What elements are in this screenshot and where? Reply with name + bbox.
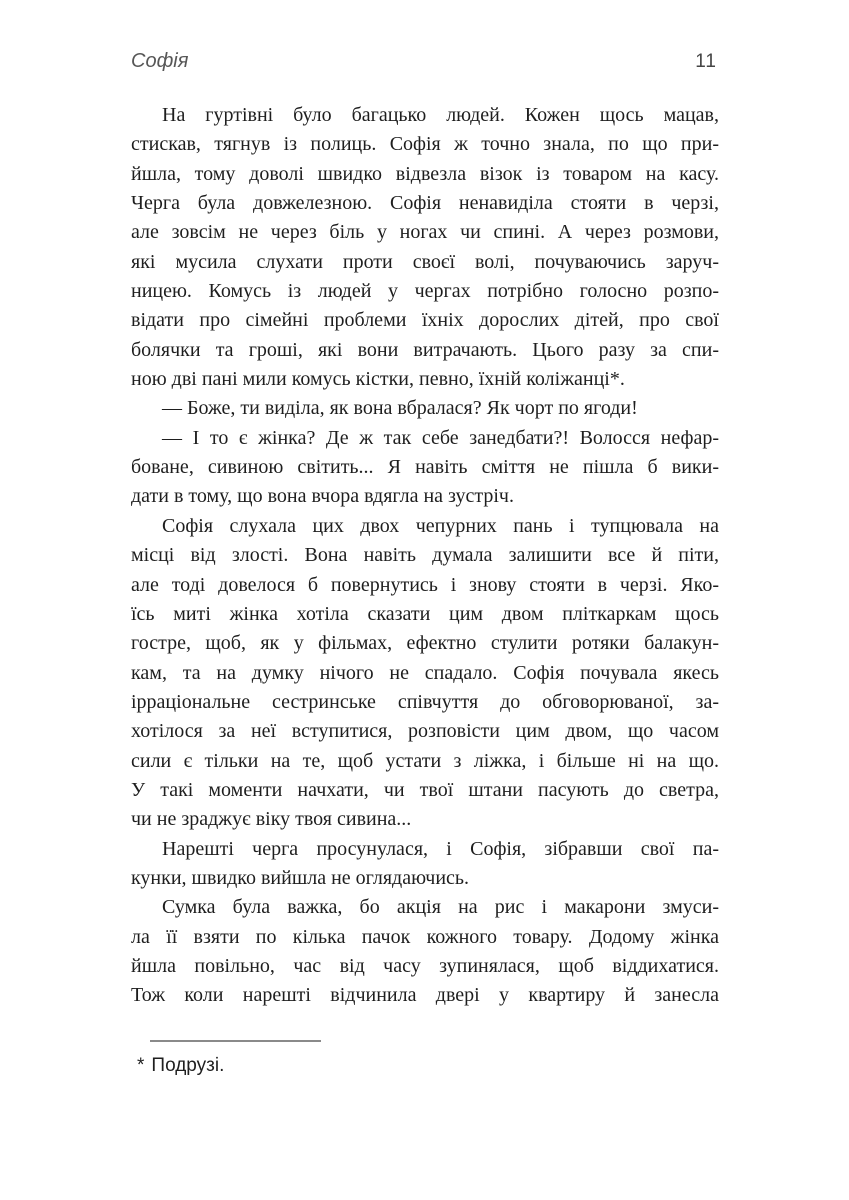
text-line: йшла, тому доволі швидко відвезла візок із товаром на касу. xyxy=(131,162,719,185)
text-line: болячки та гроші, які вони витрачають. Цього разу за спи- xyxy=(131,338,719,361)
text-line: ла її взяти по кілька пачок кожного товару. Додому жінка xyxy=(131,925,719,948)
text-line: ірраціональне сестринське співчуття до обговорюваної, за- xyxy=(131,690,719,713)
text-line: йшла повільно, час від часу зупинялася, щоб віддихатися. xyxy=(131,954,719,977)
text-line: На гуртівні було багацько людей. Кожен щось мацав, xyxy=(162,104,719,126)
text-line: гостре, щоб, як у фільмах, ефектно стулити ротяки балакун- xyxy=(131,632,719,655)
text-line: хотілося за неї вступитися, розповісти цим двом, що часом xyxy=(131,720,719,743)
text-line: — І то є жінка? Де ж так себе занедбати?! Волосся нефар- xyxy=(162,426,719,449)
text-line: їсь миті жінка хотіла сказати цим двом пліткаркам щось xyxy=(131,602,719,625)
text-line: ницею. Комусь із людей у чергах потрібно голосно розпо- xyxy=(131,280,719,303)
text-line: Сумка була важка, бо акція на рис і макарони змуси- xyxy=(162,896,719,919)
footnote-marker: * xyxy=(137,1055,145,1076)
text-line: сили є тільки на те, щоб устати з ліжка, і більше ні на що. xyxy=(131,749,719,772)
footnote-divider xyxy=(150,1040,321,1042)
paragraph xyxy=(131,101,719,394)
text-line: Нарешті черга просунулася, і Софія, зібравши свої па- xyxy=(162,837,719,860)
text-line: — Боже, ти виділа, як вона вбралася? Як чорт по ягоди! xyxy=(162,397,638,420)
text-line: чи не зраджує віку твоя сивина... xyxy=(131,808,412,831)
paragraph xyxy=(131,835,719,894)
text-line: боване, сивиною світить... Я навіть сміття не пішла б вики- xyxy=(131,456,719,479)
paragraph xyxy=(131,512,719,835)
paragraph xyxy=(131,394,719,423)
text-line: кунки, швидко вийшла не оглядаючись. xyxy=(131,866,470,889)
paragraph xyxy=(131,424,719,512)
text-line: Софія слухала цих двох чепурних пань і тупцювала на xyxy=(162,514,719,537)
footnote-label: Подрузі. xyxy=(151,1055,225,1076)
text-line: місці від злості. Вона навіть думала залишити все й піти, xyxy=(131,544,719,567)
text-line: відати про сімейні проблеми їхніх дорослих дітей, про свої xyxy=(131,309,719,332)
text-line: У такі моменти начхати, чи твої штани пасують до светра, xyxy=(131,778,719,801)
text-line: дати в тому, що вона вчора вдягла на зустріч. xyxy=(131,485,514,508)
footnote-text xyxy=(131,1054,719,1077)
running-title: Софія xyxy=(131,50,189,72)
text-line: які мусила слухати проти своєї волі, почуваючись заруч- xyxy=(131,250,719,273)
body-text xyxy=(131,101,719,1011)
page-number: 11 xyxy=(695,51,717,72)
text-line: але зовсім не через біль у ногах чи спині. А через розмови, xyxy=(131,221,719,244)
page-header xyxy=(131,50,717,73)
text-line: Тож коли нарешті відчинила двері у квартиру й занесла xyxy=(131,984,719,1007)
text-line: ною дві пані мили комусь кістки, певно, їхній коліжанці*. xyxy=(131,368,625,391)
text-line: стискав, тягнув із полиць. Софія ж точно знала, по що при- xyxy=(131,133,719,156)
text-line: але тоді довелося б повернутись і знову стояти в черзі. Яко- xyxy=(131,573,719,596)
paragraph xyxy=(131,893,719,1010)
footnote xyxy=(131,1040,719,1077)
text-line: кам, та на думку нічого не спадало. Софія почувала якесь xyxy=(131,661,719,684)
text-line: Черга була довжелезною. Софія ненавиділа стояти в черзі, xyxy=(131,192,719,215)
